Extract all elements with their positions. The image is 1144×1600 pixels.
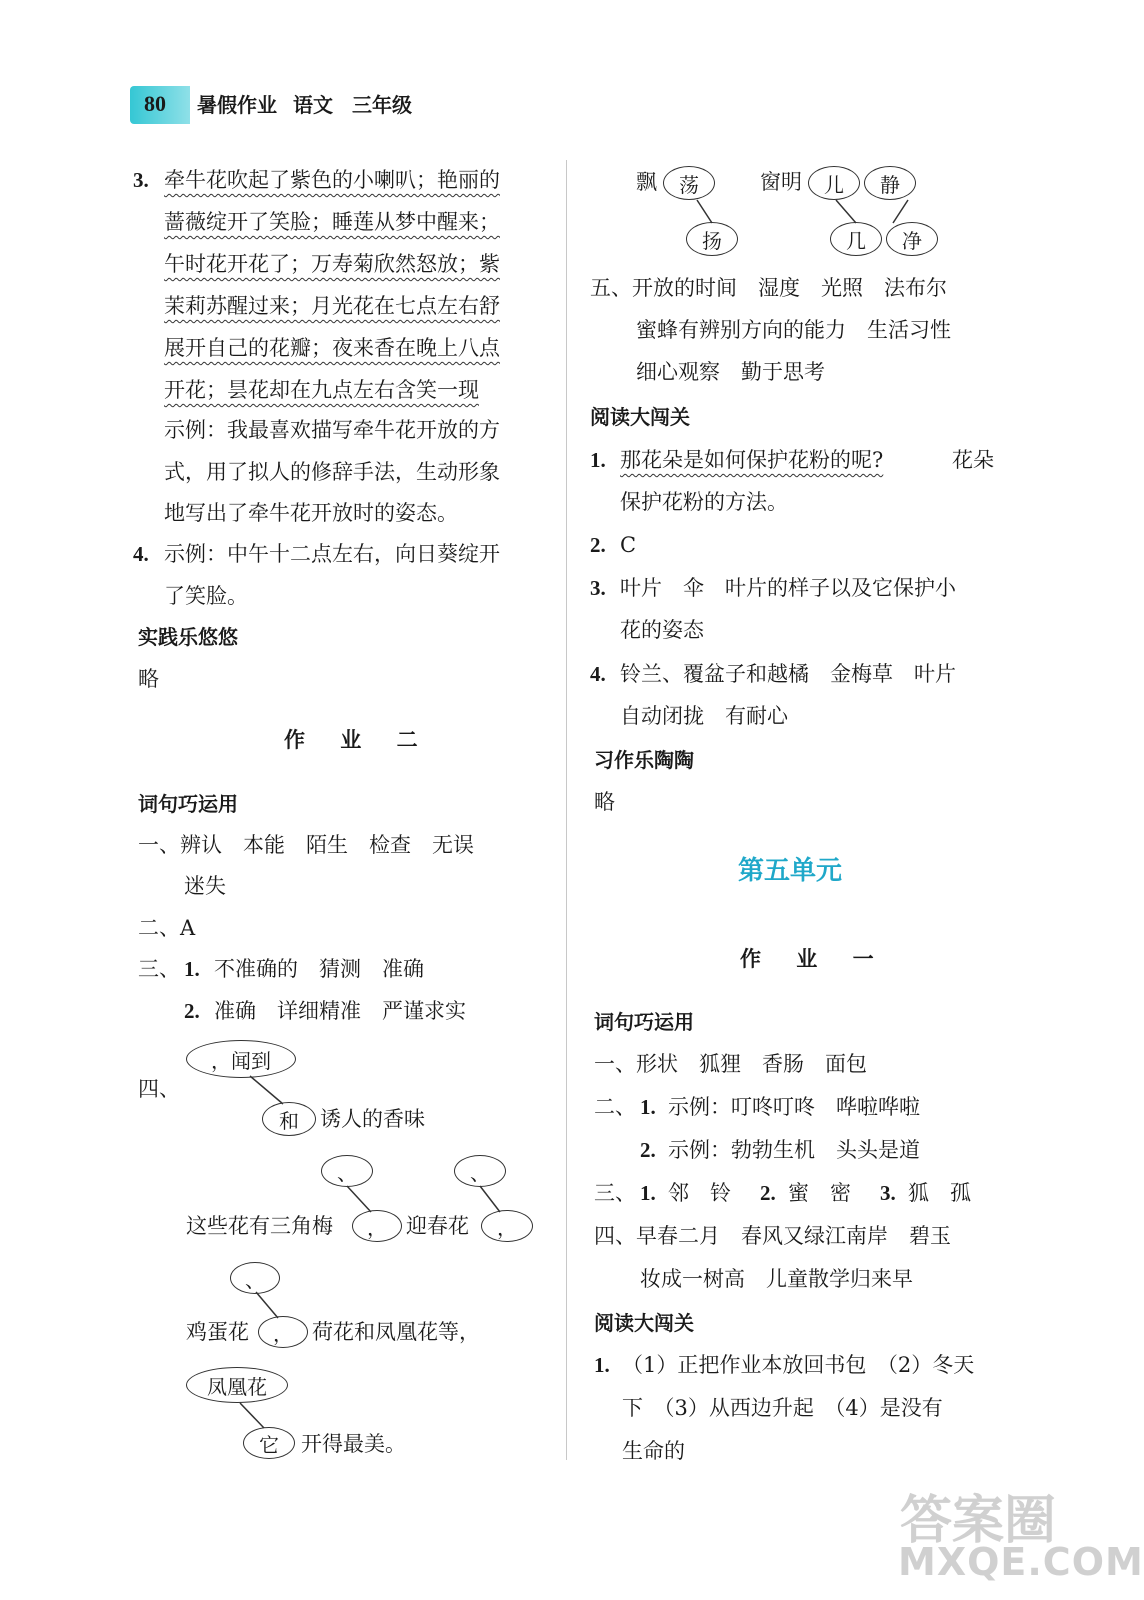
watermark-url: MXQE.COM (898, 1540, 1144, 1584)
word-section-title-2: 词句巧运用 (594, 1010, 694, 1034)
r1-question: 那花朵是如何保护花粉的呢? (620, 448, 884, 472)
reading-title-2: 阅读大闯关 (594, 1311, 694, 1335)
s3-2-text: 准确 详细精准 严谨求实 (214, 999, 466, 1023)
q3-line-2: 蔷薇绽开了笑脸；睡莲从梦中醒来； (164, 210, 500, 234)
bubble-pause-mark-1: 、 (321, 1155, 373, 1187)
bubble-er: 儿 (808, 166, 860, 200)
r2-answer: C (620, 533, 637, 557)
r4-line-1: 铃兰、覆盆子和越橘 金梅草 叶片 (620, 662, 956, 686)
w4-line-2: 妆成一树高 儿童散学归来早 (640, 1267, 913, 1291)
bubble-jing-2: 净 (886, 222, 938, 256)
bubble-er-2: 几 (830, 222, 882, 256)
q4-line-2: 了笑脸。 (164, 584, 248, 608)
s5-line-3: 细心观察 勤于思考 (636, 360, 825, 384)
w3-1-number: 1. (640, 1181, 656, 1205)
q1-number: 1. (594, 1353, 610, 1377)
bubble-comma-2: ， (481, 1210, 533, 1242)
grade: 三年级 (352, 93, 412, 117)
s5-line-2: 蜜蜂有辨别方向的能力 生活习性 (636, 318, 951, 342)
r4-number: 4. (590, 662, 606, 686)
q3-line-3: 午时花开花了；万寿菊欣然怒放；紫 (164, 252, 500, 276)
reading-title: 阅读大闯关 (590, 405, 690, 429)
s3-1-number: 1. (184, 957, 200, 981)
bubble-dang: 荡 (663, 166, 715, 200)
d3-text-2: 荷花和凤凰花等， (312, 1320, 480, 1344)
r3-line-1: 叶片 伞 叶片的样子以及它保护小 (620, 576, 956, 600)
r2-number: 2. (590, 533, 606, 557)
bubble-jing: 静 (864, 166, 916, 200)
q1-line-1: （1）正把作业本放回书包 （2）冬天 (622, 1353, 975, 1377)
q3-line-1: 牵牛花吹起了紫色的小喇叭；艳丽的 (164, 168, 500, 192)
w2-1-number: 1. (640, 1095, 656, 1119)
w3-3-number: 3. (880, 1181, 896, 1205)
bubble-comma-1: ， (352, 1210, 402, 1242)
s3-label: 三、 (138, 957, 180, 981)
q3-line-4: 茉莉苏醒过来；月光花在七点左右舒 (164, 294, 500, 318)
q3-example-2: 式，用了拟人的修辞手法，生动形象 (164, 460, 500, 484)
d2-text-1: 这些花有三角梅 (186, 1214, 333, 1238)
d1-text: 诱人的香味 (320, 1107, 425, 1131)
s2-line: 二、A (138, 916, 196, 940)
s1-line: 一、辨认 本能 陌生 检查 无误 (138, 833, 474, 857)
s4-label: 四、 (138, 1077, 180, 1101)
w3-label: 三、 (594, 1181, 636, 1205)
bubble-yang: 扬 (686, 222, 738, 256)
q4-line-1: 示例：中午十二点左右，向日葵绽开 (164, 542, 500, 566)
bubble-he: 和 (262, 1102, 316, 1136)
book-title: 暑假作业 (197, 93, 277, 117)
w2-label: 二、 (594, 1095, 636, 1119)
practice-answer: 略 (138, 667, 159, 691)
subject: 语文 (293, 93, 333, 117)
q1-line-3: 生命的 (622, 1439, 685, 1463)
d4-text: 开得最美。 (301, 1432, 406, 1456)
s3-2-number: 2. (184, 999, 200, 1023)
writing-answer: 略 (594, 790, 615, 814)
bubble-pause-mark-3: 、 (230, 1262, 280, 1294)
word-chuangming: 窗明 (760, 170, 802, 194)
w4-line-1: 四、早春二月 春风又绿江南岸 碧玉 (594, 1224, 951, 1248)
q3-number: 3. (133, 168, 149, 192)
w1-line: 一、形状 狐狸 香肠 面包 (594, 1052, 867, 1076)
q3-example-1: 示例：我最喜欢描写牵牛花开放的方 (164, 418, 500, 442)
d2-text-2: 迎春花 (406, 1214, 469, 1238)
r4-line-2: 自动闭拢 有耐心 (620, 704, 788, 728)
s3-1-text: 不准确的 猜测 准确 (214, 957, 424, 981)
w3-2-text: 蜜 密 (788, 1181, 851, 1205)
q1-line-2: 下 （3）从西边升起 （4）是没有 (622, 1396, 943, 1420)
w3-3-text: 狐 孤 (908, 1181, 971, 1205)
r1-answer-2: 保护花粉的方法。 (620, 490, 788, 514)
word-section-title: 词句巧运用 (138, 792, 238, 816)
bubble-fenghuanghua: 凤凰花 (186, 1367, 288, 1403)
bubble-comma-3: ， (258, 1316, 308, 1348)
page-number: 80 (144, 91, 166, 116)
practice-title: 实践乐悠悠 (138, 625, 238, 649)
s1-line-2: 迷失 (184, 874, 226, 898)
w3-2-number: 2. (760, 1181, 776, 1205)
w2-2-text: 示例：勃勃生机 头头是道 (668, 1138, 920, 1162)
r1-number: 1. (590, 448, 606, 472)
homework-one-title: 作 业 一 (740, 947, 888, 971)
r1-answer: 花朵 (952, 448, 994, 472)
q3-example-3: 地写出了牵牛花开放时的姿态。 (164, 501, 458, 525)
q3-line-6: 开花；昙花却在九点左右含笑一现 (164, 378, 479, 402)
s5-line-1: 五、开放的时间 湿度 光照 法布尔 (590, 276, 947, 300)
q3-line-5: 展开自己的花瓣；夜来香在晚上八点 (164, 336, 500, 360)
d3-text-1: 鸡蛋花 (186, 1320, 249, 1344)
q4-number: 4. (133, 542, 149, 566)
r3-number: 3. (590, 576, 606, 600)
bubble-pause-mark-2: 、 (454, 1155, 506, 1187)
word-piao: 飘 (636, 170, 657, 194)
r3-line-2: 花的姿态 (620, 618, 704, 642)
homework-two-title: 作 业 二 (284, 728, 432, 752)
unit-five-title: 第五单元 (738, 856, 843, 886)
writing-title: 习作乐陶陶 (594, 748, 694, 772)
w2-1-text: 示例：叮咚叮咚 哗啦哗啦 (668, 1095, 920, 1119)
w2-2-number: 2. (640, 1138, 656, 1162)
w3-1-text: 邻 铃 (668, 1181, 731, 1205)
bubble-ta: 它 (243, 1427, 295, 1459)
bubble-wendao: ，闻到 (186, 1040, 296, 1078)
watermark-logo: 答案圈 (900, 1491, 1057, 1551)
